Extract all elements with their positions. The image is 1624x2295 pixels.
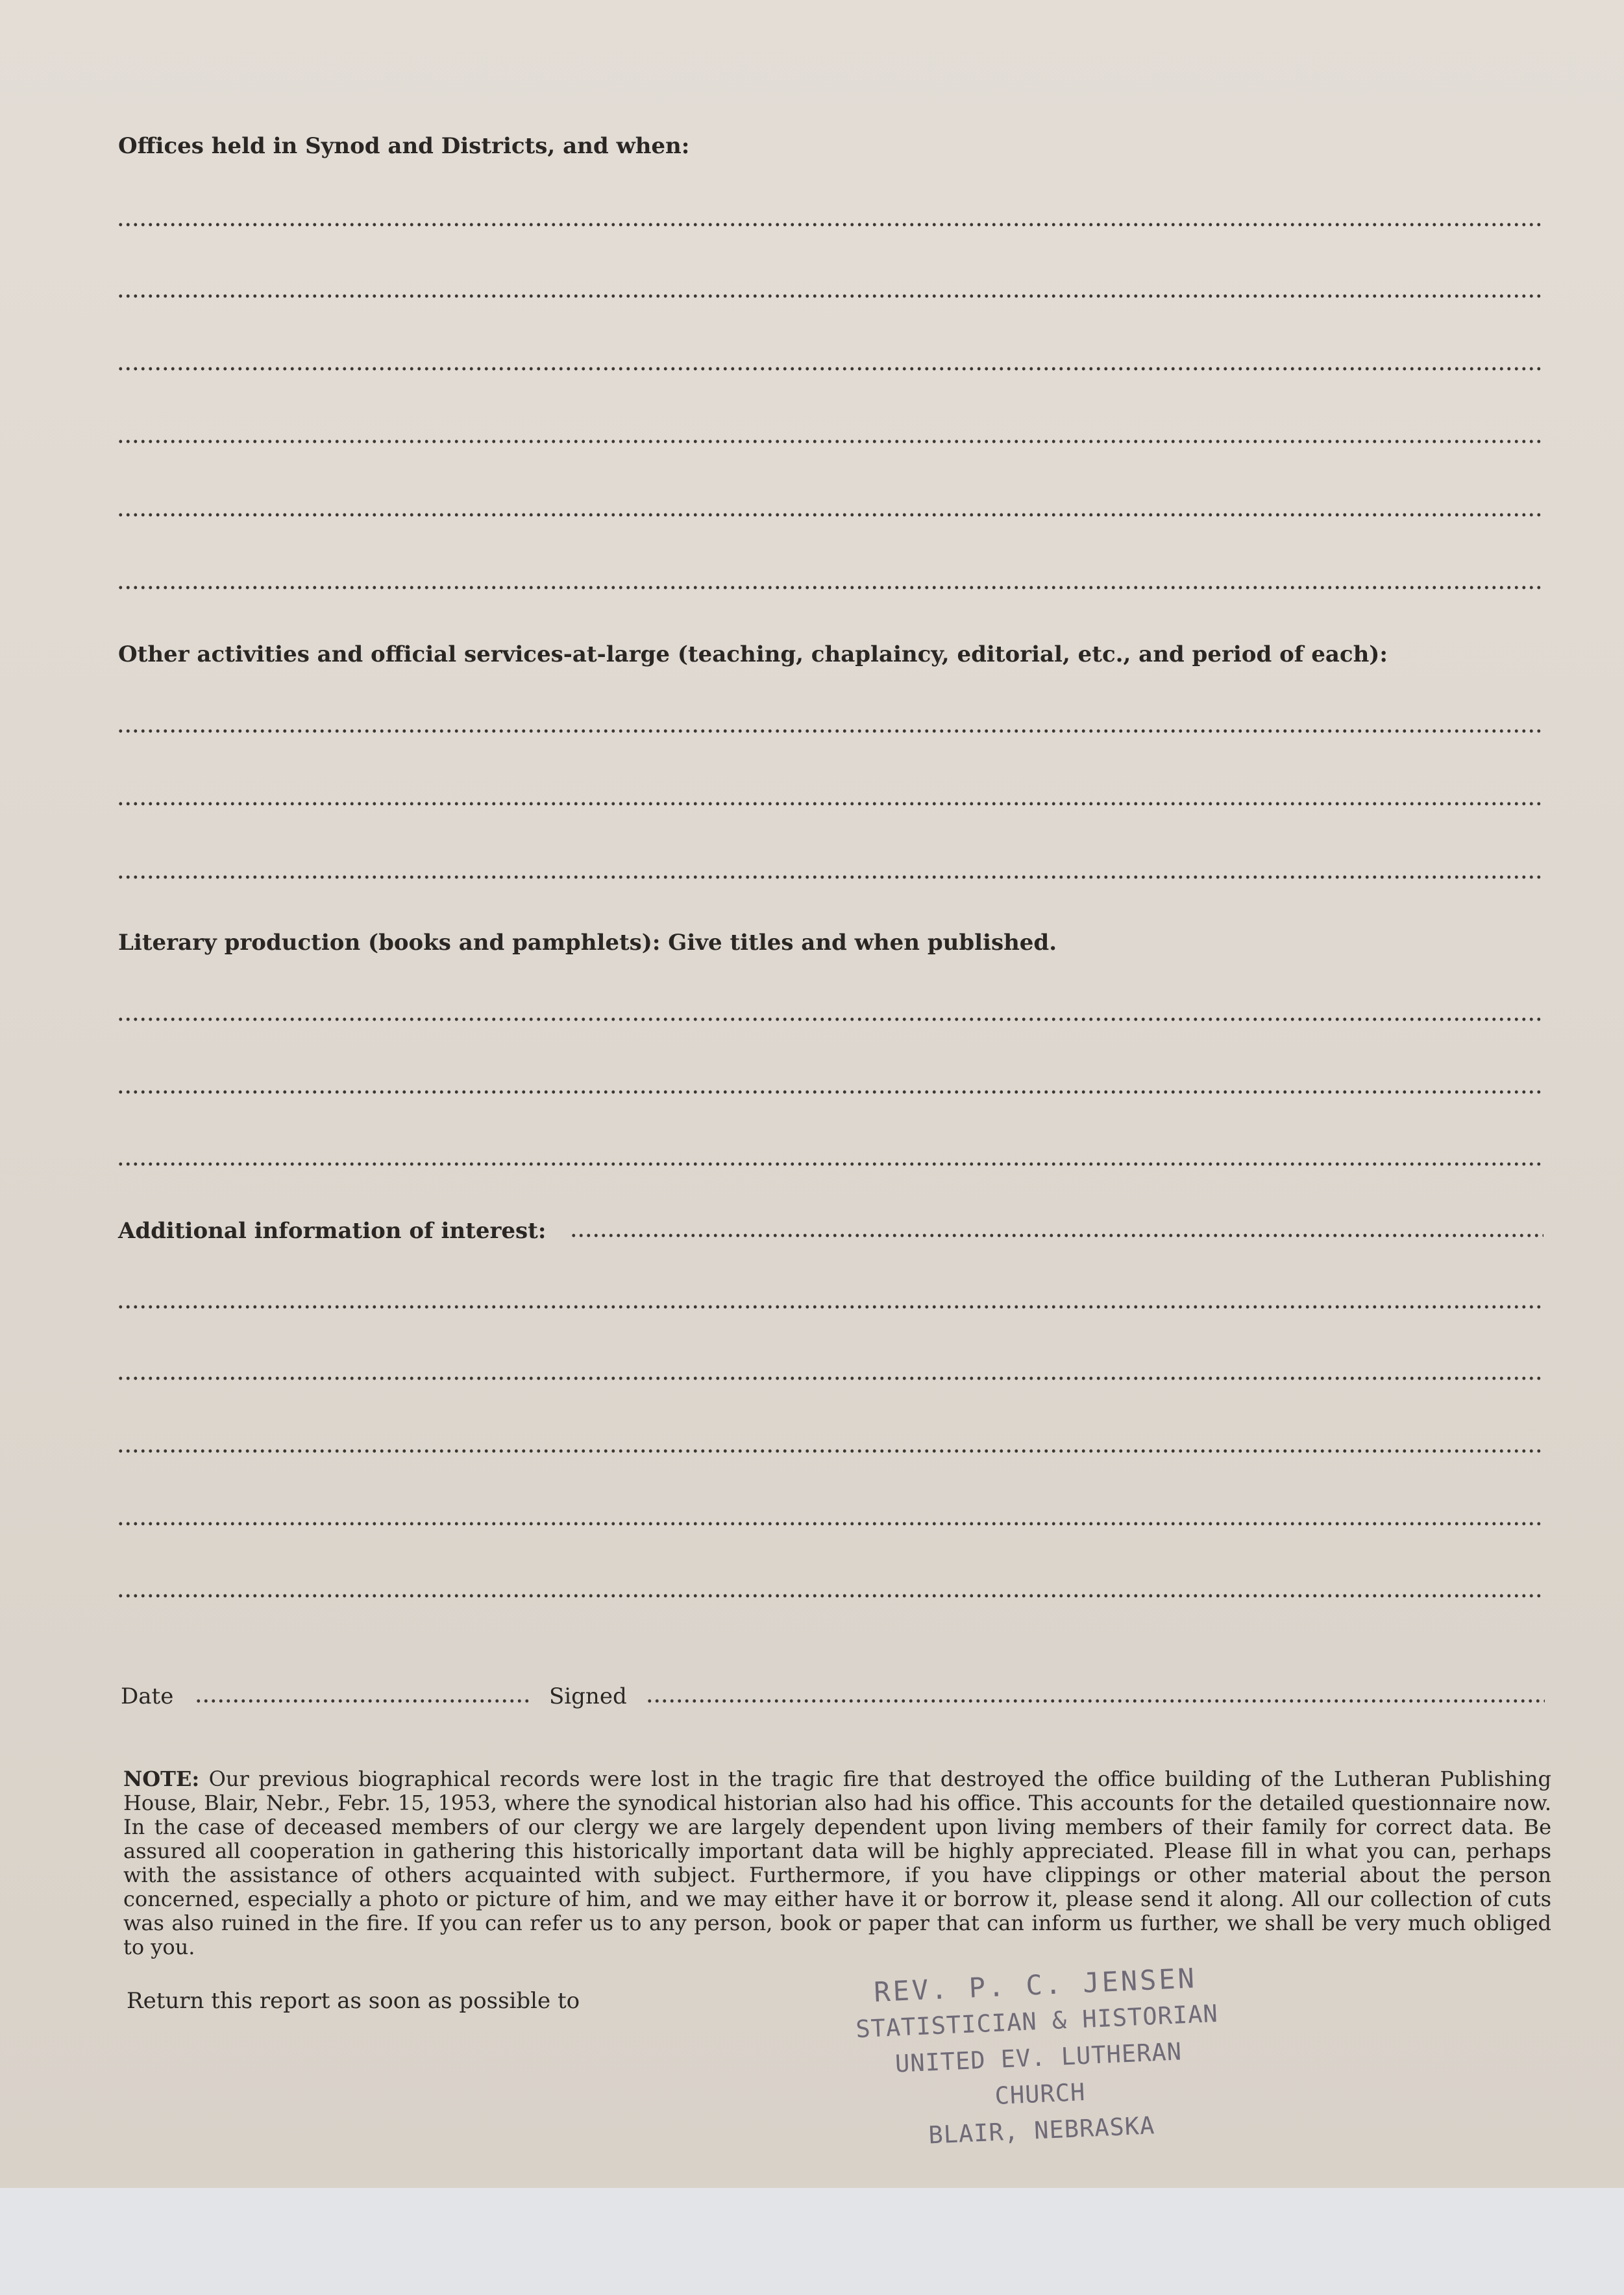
offices-line-6[interactable] — [117, 586, 1542, 589]
signature-field[interactable] — [646, 1699, 1545, 1703]
offices-heading: Offices held in Synod and Districts, and when: — [118, 133, 690, 159]
stamp-location: BLAIR, NEBRASKA — [928, 2111, 1156, 2150]
literary-line-3[interactable] — [117, 1162, 1542, 1166]
note-paragraph — [123, 1767, 1551, 1959]
literary-heading: Literary production (books and pamphlets): Give titles and when published. — [118, 930, 1057, 956]
additional-line-0[interactable] — [570, 1234, 1544, 1237]
offices-line-5[interactable] — [117, 513, 1542, 517]
literary-line-1[interactable] — [117, 1017, 1542, 1021]
activities-line-1[interactable] — [117, 729, 1542, 733]
activities-line-3[interactable] — [117, 875, 1542, 879]
signed-label: Signed — [549, 1683, 627, 1709]
additional-line-3[interactable] — [117, 1449, 1542, 1453]
return-instruction: Return this report as soon as possible to — [127, 1988, 580, 2014]
activities-heading: Other activities and official services-at-large (teaching, chaplaincy, editorial, etc., and period of each): — [118, 641, 1388, 667]
stamp-name: REV. P. C. JENSEN — [873, 1962, 1198, 2008]
date-field[interactable] — [195, 1699, 529, 1703]
offices-line-1[interactable] — [117, 223, 1542, 227]
date-label: Date — [121, 1683, 174, 1709]
offices-line-4[interactable] — [117, 440, 1542, 443]
additional-line-2[interactable] — [117, 1376, 1542, 1380]
stamp-title: STATISTICIAN & HISTORIAN — [855, 1999, 1219, 2044]
activities-line-2[interactable] — [117, 802, 1542, 806]
additional-heading: Additional information of interest: — [118, 1218, 547, 1244]
offices-line-2[interactable] — [117, 294, 1542, 298]
additional-line-1[interactable] — [117, 1305, 1542, 1309]
note-text: Our previous biographical records were lost in the tragic fire that destroyed the office building of the Lutheran Publishing House, Blair, Nebr., Febr. 15, 1953, where the synodical historian also had his office. This accounts for the detailed questionnaire now. In the case of deceased members of our clergy we are largely dependent upon living members of their family for correct data. Be assured all cooperation in gathering this historically important data will be highly appreciated. Please fill in what you can, perhaps with the assistance of others acquainted with subject. Furthermore, if you have clippings or other material about the person concerned, especially a photo or picture of him, and we may either have it or borrow it, please send it along. All our collection of cuts was also ruined in the fire. If you can refer us to any person, book or paper that can inform us further, we shall be very much obliged to you. — [123, 1767, 1552, 1959]
literary-line-2[interactable] — [117, 1090, 1542, 1094]
additional-line-4[interactable] — [117, 1522, 1542, 1526]
offices-line-3[interactable] — [117, 367, 1542, 371]
additional-line-5[interactable] — [117, 1594, 1542, 1598]
note-label: NOTE: — [123, 1767, 200, 1791]
address-stamp — [840, 1959, 1237, 2157]
stamp-church: UNITED EV. LUTHERAN CHURCH — [894, 2037, 1183, 2110]
scan-background — [0, 2188, 1624, 2295]
